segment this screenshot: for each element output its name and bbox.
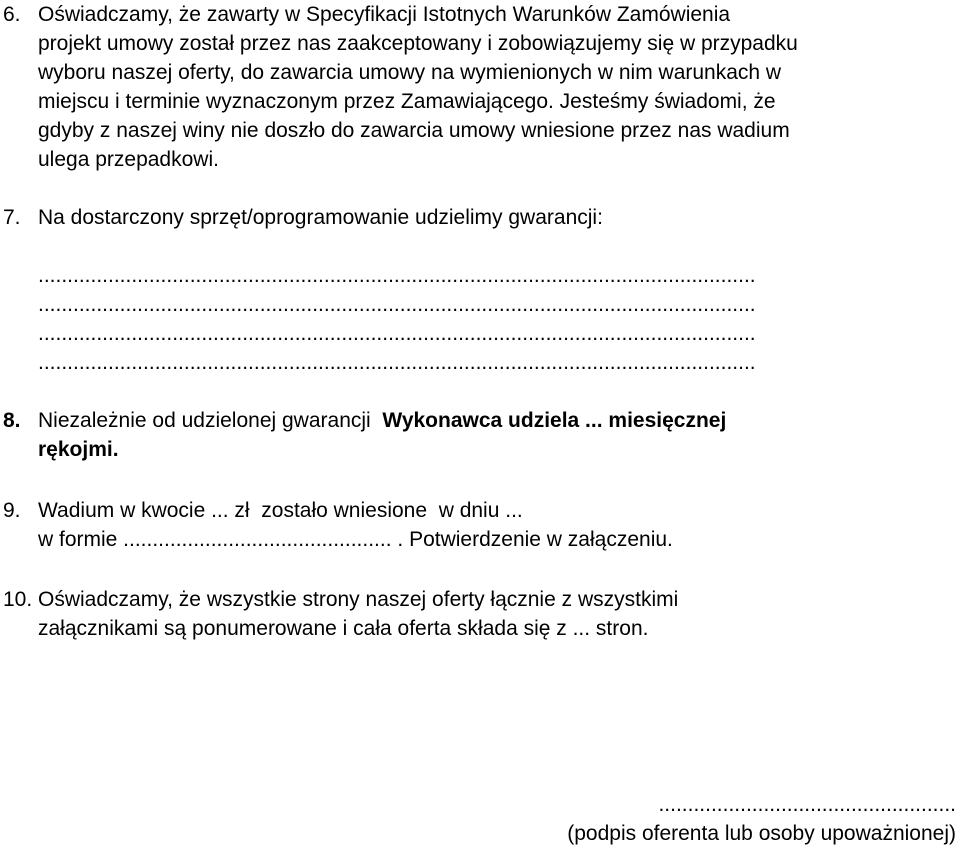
item-10-line-1: Oświadczamy, że wszystkie strony naszej oferty łącznie z wszystkimi bbox=[38, 588, 679, 611]
item-8 bbox=[3, 406, 958, 464]
item-6-number: 6. bbox=[3, 3, 21, 26]
item-9 bbox=[3, 496, 958, 554]
item-6-line: ulega przepadkowi. bbox=[38, 148, 219, 171]
warranty-fill-lines bbox=[38, 261, 956, 377]
item-6-line: miejscu i terminie wyznaczonym przez Zamawiającego. Jesteśmy świadomi, że bbox=[38, 90, 776, 113]
item-6-line: projekt umowy został przez nas zaakceptowany i zobowiązujemy się w przypadku bbox=[38, 32, 798, 55]
item-9-number: 9. bbox=[3, 499, 21, 522]
item-6-text bbox=[38, 0, 958, 174]
item-7 bbox=[3, 203, 958, 232]
signature-caption: (podpis oferenta lub osoby upoważnionej) bbox=[567, 822, 956, 845]
item-8-number: 8. bbox=[3, 409, 21, 432]
item-6 bbox=[3, 0, 958, 174]
dotted-fill-line: ........................................................................................................................... bbox=[38, 264, 756, 287]
dotted-fill-line: ........................................................................................................................... bbox=[38, 322, 756, 345]
item-10-line-2: załącznikami są ponumerowane i cała oferta składa się z ... stron. bbox=[38, 617, 649, 640]
item-8-line-2: rękojmi. bbox=[38, 438, 119, 461]
signature-block bbox=[567, 790, 956, 848]
item-6-line: Oświadczamy, że zawarty w Specyfikacji Istotnych Warunków Zamówienia bbox=[38, 3, 731, 26]
item-6-line: gdyby z naszej winy nie doszło do zawarcia umowy wniesione przez nas wadium bbox=[38, 119, 790, 142]
item-10-number: 10. bbox=[3, 588, 33, 611]
dotted-fill-line: ........................................................................................................................... bbox=[38, 293, 756, 316]
item-10 bbox=[3, 585, 958, 643]
item-8-bold-text: Wykonawca udziela ... miesięcznej bbox=[382, 409, 727, 432]
item-6-line: wyboru naszej oferty, do zawarcia umowy na wymienionych w nim warunkach w bbox=[38, 61, 782, 84]
signature-dots: ................................................... bbox=[658, 793, 956, 816]
item-9-line-1: Wadium w kwocie ... zł zostało wniesione w dniu ... bbox=[38, 499, 523, 522]
item-8-plain-text: Niezależnie od udzielonej gwarancji bbox=[38, 409, 371, 432]
item-9-line-2: w formie .............................................. . Potwierdzenie w załączeniu. bbox=[38, 528, 673, 551]
item-7-number: 7. bbox=[3, 206, 21, 229]
dotted-fill-line: ........................................................................................................................... bbox=[38, 351, 756, 374]
item-7-text: Na dostarczony sprzęt/oprogramowanie udzielimy gwarancji: bbox=[38, 206, 603, 229]
item-8-line-1 bbox=[38, 406, 958, 435]
